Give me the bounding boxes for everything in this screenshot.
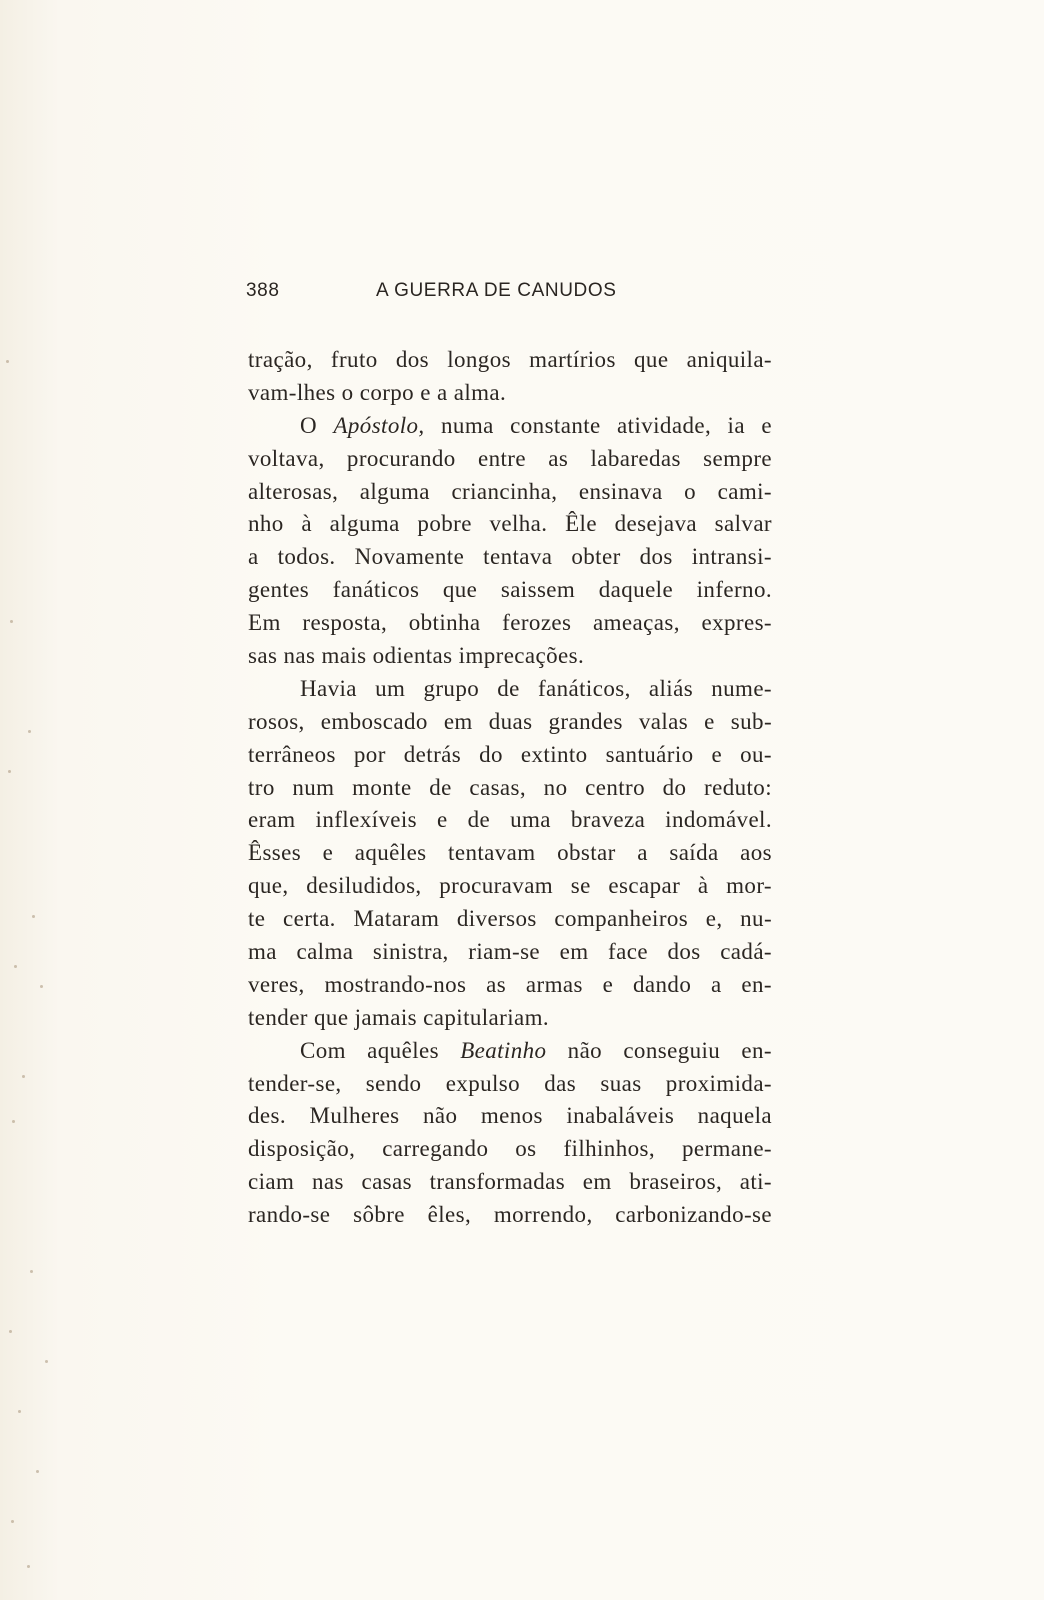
running-title: A GUERRA DE CANUDOS bbox=[376, 280, 617, 301]
paper-speck bbox=[30, 1270, 33, 1273]
text-line: terrâneos por detrás do extinto santuário e ou- bbox=[248, 741, 772, 767]
paper-speck bbox=[14, 965, 17, 968]
text-line: Em resposta, obtinha ferozes ameaças, expres- bbox=[248, 610, 772, 636]
text-line: des. Mulheres não menos inabaláveis naquela bbox=[248, 1103, 772, 1129]
paper-speck bbox=[36, 1470, 39, 1473]
text-line: eram inflexíveis e de uma braveza indomável. bbox=[248, 807, 772, 833]
text-line: disposição, carregando os filhinhos, permane- bbox=[248, 1136, 772, 1162]
text-line: a todos. Novamente tentava obter dos intransi- bbox=[248, 544, 772, 570]
paper-speck bbox=[32, 915, 35, 918]
paper-speck bbox=[22, 1075, 25, 1078]
paper-speck bbox=[28, 730, 31, 733]
paper-speck bbox=[40, 985, 43, 988]
paper-speck bbox=[8, 770, 11, 773]
paper-speck bbox=[11, 1520, 14, 1523]
paper-speck bbox=[27, 1565, 30, 1568]
running-head bbox=[246, 280, 776, 304]
text-line bbox=[248, 410, 772, 443]
text-line: Êsses e aquêles tentavam obstar a saída aos bbox=[248, 840, 772, 866]
text-line: gentes fanáticos que saissem daquele inferno. bbox=[248, 577, 772, 603]
text-line: rando-se sôbre êles, morrendo, carbonizando-se bbox=[248, 1202, 772, 1228]
text-line: ma calma sinistra, riam-se em face dos cadá- bbox=[248, 939, 772, 965]
body-text bbox=[248, 344, 772, 1232]
paper-speck bbox=[12, 1120, 15, 1123]
text-run: Com aquêles bbox=[300, 1037, 461, 1063]
text-line: te certa. Mataram diversos companheiros e, nu- bbox=[248, 906, 772, 932]
paper-speck bbox=[6, 360, 9, 363]
text-run: numa constante atividade, ia e bbox=[424, 412, 772, 438]
text-line: Havia um grupo de fanáticos, aliás nume- bbox=[300, 675, 772, 701]
text-line: vam-lhes o corpo e a alma. bbox=[248, 379, 507, 405]
text-line bbox=[248, 1035, 772, 1068]
text-line: tender que jamais capitulariam. bbox=[248, 1004, 550, 1030]
paper-speck bbox=[10, 620, 13, 623]
italic-term-apostolo: Apóstolo, bbox=[333, 412, 425, 438]
text-run: O bbox=[300, 412, 334, 438]
text-line: alterosas, alguma criancinha, ensinava o cami- bbox=[248, 478, 772, 504]
text-line: veres, mostrando-nos as armas e dando a en- bbox=[248, 971, 772, 997]
text-line: tro num monte de casas, no centro do reduto: bbox=[248, 774, 772, 800]
page-number: 388 bbox=[246, 280, 280, 301]
text-line: tração, fruto dos longos martírios que aniquila- bbox=[248, 347, 772, 372]
text-line: rosos, emboscado em duas grandes valas e sub- bbox=[248, 708, 772, 734]
paper-speck bbox=[45, 1360, 48, 1363]
text-line: ciam nas casas transformadas em braseiros, ati- bbox=[248, 1169, 772, 1195]
paper-speck bbox=[18, 1410, 21, 1413]
text-line: que, desiludidos, procuravam se escapar à mor- bbox=[248, 873, 772, 899]
paper-speck bbox=[9, 1330, 12, 1333]
text-line: voltava, procurando entre as labaredas sempre bbox=[248, 445, 772, 471]
italic-term-beatinho: Beatinho bbox=[460, 1037, 547, 1063]
text-line: sas nas mais odientas imprecações. bbox=[248, 643, 585, 669]
text-line: tender-se, sendo expulso das suas proximida- bbox=[248, 1070, 772, 1096]
text-line: nho à alguma pobre velha. Êle desejava salvar bbox=[248, 511, 772, 537]
text-run: não conseguiu en- bbox=[546, 1037, 772, 1063]
